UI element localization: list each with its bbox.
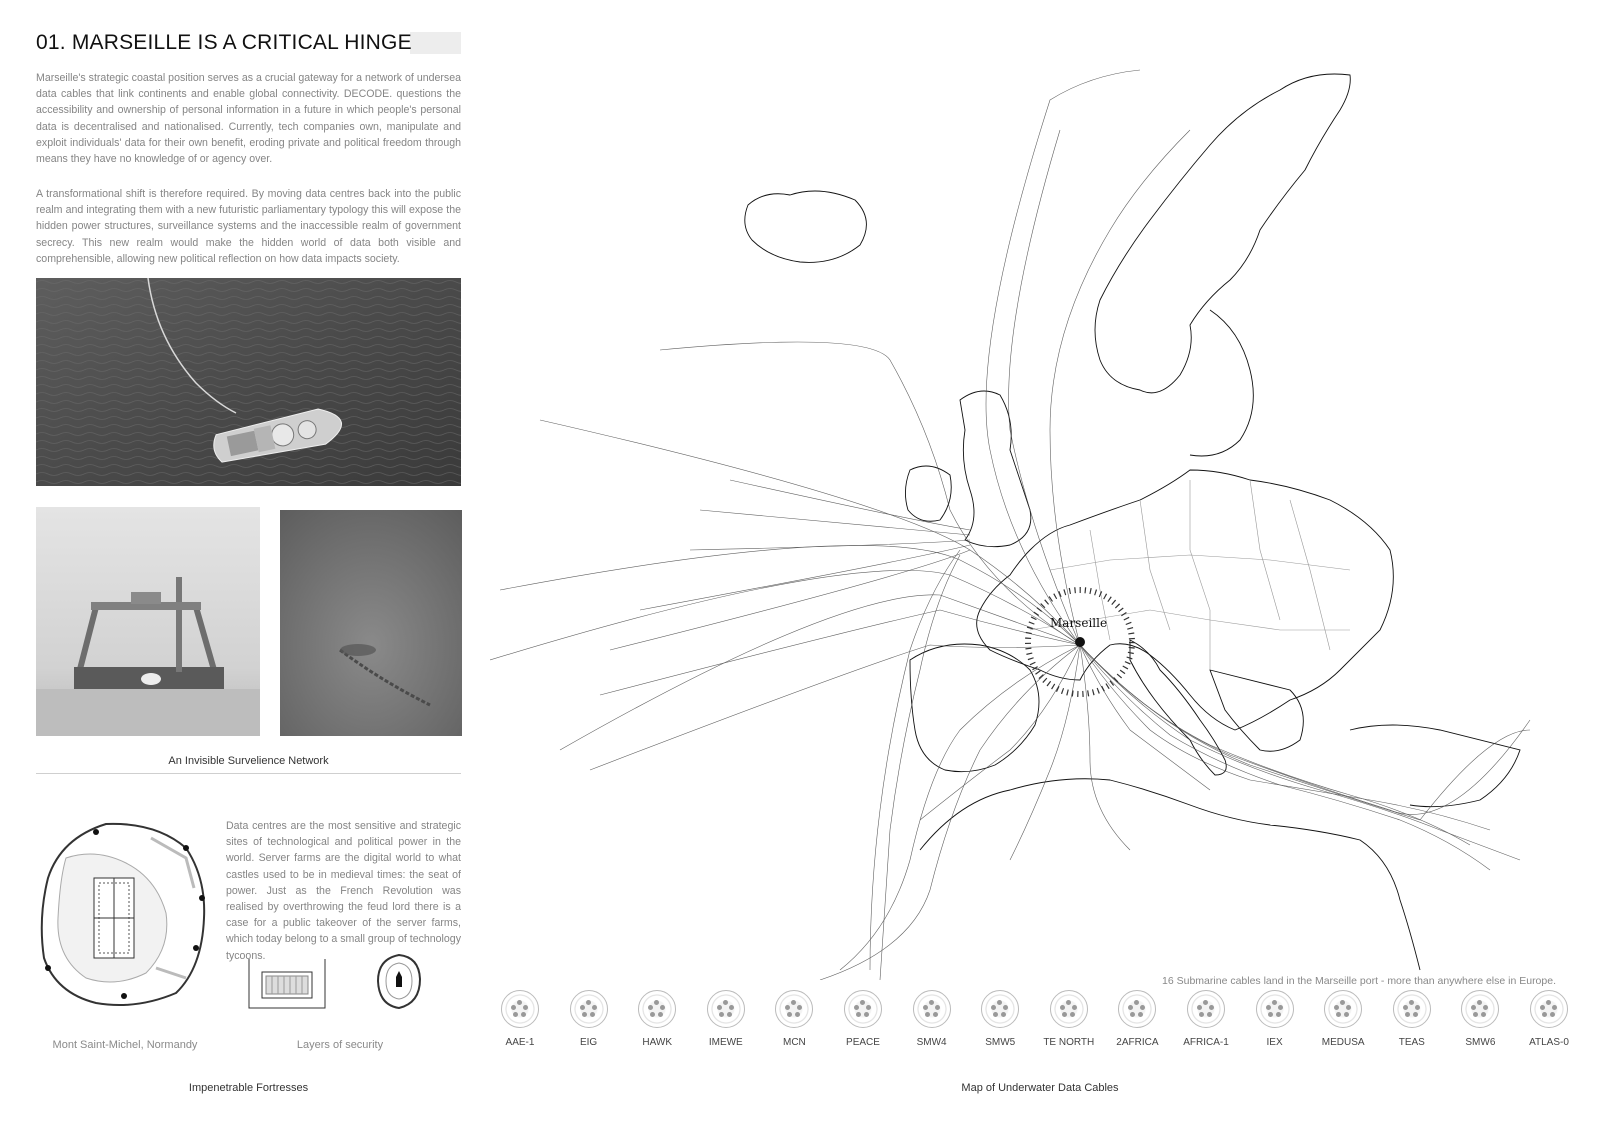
mont-saint-michel-plan	[36, 818, 211, 1008]
cable-cross-section-icon	[1187, 990, 1225, 1028]
cable-legend-item	[833, 990, 893, 1048]
italy-coast	[1130, 640, 1226, 775]
cables-note: 16 Submarine cables land in the Marseille port - more than anywhere else in Europe.	[1162, 975, 1556, 987]
cable-legend-item	[1039, 990, 1099, 1048]
marseille-marker	[1028, 590, 1132, 694]
intro-paragraph-2: A transformational shift is therefore required. By moving data centres back into the public realm and integrating them with a new futuristic parliamentary typology this will expose the hidden power structures, surveillance systems and the inaccessible realm of government secrecy. This new realm would make the hidden world of data both visible and comprehensible, allowing new political reflection on how data impacts society.	[36, 188, 461, 265]
cable-cross-section-icon	[501, 990, 539, 1028]
cable-cross-section-icon	[844, 990, 882, 1028]
cable-ship-aerial-photo	[36, 278, 461, 486]
cable-cross-section-icon	[638, 990, 676, 1028]
underwater-cable-photo	[280, 510, 462, 736]
cable-legend-item	[559, 990, 619, 1048]
cable-name: TEAS	[1398, 1037, 1425, 1048]
cable-legend-item	[1245, 990, 1305, 1048]
cable-name: AFRICA-1	[1183, 1037, 1229, 1048]
cable-legend-item	[902, 990, 962, 1048]
cable-name: ATLAS-0	[1529, 1037, 1569, 1048]
cable-cross-section-icon	[570, 990, 608, 1028]
plan-caption: Mont Saint-Michel, Normandy	[52, 1039, 198, 1051]
fortresses-caption: Impenetrable Fortresses	[188, 1082, 309, 1094]
cable-legend-item	[1519, 990, 1579, 1048]
cable-platform-photo	[36, 507, 260, 736]
cable-name: SMW5	[985, 1037, 1016, 1048]
cable-name: HAWK	[642, 1037, 672, 1048]
cable-name: AAE-1	[505, 1037, 535, 1048]
cable-legend-item	[1450, 990, 1510, 1048]
cable-cross-section-icon	[1256, 990, 1294, 1028]
ireland-coast	[905, 466, 951, 521]
cable-legend-item	[627, 990, 687, 1048]
cable-name: PEACE	[846, 1037, 880, 1048]
cable-legend-item	[1176, 990, 1236, 1048]
page-title: 01. MARSEILLE IS A CRITICAL HINGE	[36, 32, 461, 54]
iceland-coast	[745, 191, 867, 262]
cable-cross-section-icon	[981, 990, 1019, 1028]
cable-legend-item	[764, 990, 824, 1048]
cable-name: MEDUSA	[1321, 1037, 1365, 1048]
cable-cross-section-icon	[1050, 990, 1088, 1028]
cable-legend-item	[1107, 990, 1167, 1048]
cable-cross-section-icon	[1461, 990, 1499, 1028]
fortress-paragraph: Data centres are the most sensitive and strategic sites of technological and political power in the world. Server farms are the digital world to what castles used to be in medieval times: the seat of power. Just as the French Revolution was realised by overthrowing the feud lord there is a case for a public takeover of the server farms, which today belong to a small group of technology tycoons.	[226, 820, 461, 962]
photos-caption: An Invisible Survelience Network	[168, 755, 329, 767]
cable-name: 2AFRICA	[1116, 1037, 1159, 1048]
cable-cross-section-icon	[1393, 990, 1431, 1028]
cable-legend-item	[696, 990, 756, 1048]
cable-cross-section-icon	[913, 990, 951, 1028]
cable-name: SMW6	[1465, 1037, 1496, 1048]
server-rack-icon	[248, 958, 326, 1010]
cable-cross-section-icon	[775, 990, 813, 1028]
cable-legend-item	[490, 990, 550, 1048]
cable-name: IEX	[1266, 1037, 1283, 1048]
map-caption: Map of Underwater Data Cables	[961, 1082, 1119, 1094]
cable-legend-item	[970, 990, 1030, 1048]
cable-name: EIG	[579, 1037, 598, 1048]
cable-cross-section-icon	[1118, 990, 1156, 1028]
continental-europe-coast	[977, 470, 1394, 730]
cable-name: SMW4	[916, 1037, 947, 1048]
cable-legend-item	[1382, 990, 1442, 1048]
scandinavia-coast	[1095, 74, 1350, 393]
marseille-label: Marseille	[1050, 616, 1108, 630]
great-britain-coast	[960, 391, 1031, 547]
cable-name: MCN	[783, 1037, 806, 1048]
intro-paragraph-1: Marseille's strategic coastal position serves as a crucial gateway for a network of undersea data cables that link continents and enable global connectivity. DECODE. questions the accessibility and ownership of personal information in a future in which people's personal data is decentralised and nationalised. Currently, tech companies own, manipulate and exploit individuals' data for their own benefit, eroding private and political freedom through means they have no knowledge of or agency over.	[36, 72, 461, 166]
cable-name: TE NORTH	[1043, 1037, 1095, 1048]
section-divider	[36, 773, 461, 774]
cable-cross-section-icon	[1530, 990, 1568, 1028]
layers-caption: Layers of security	[296, 1039, 384, 1051]
cable-cross-section-icon	[1324, 990, 1362, 1028]
cable-name: IMEWE	[708, 1037, 743, 1048]
north-africa-coast	[920, 779, 1420, 970]
cable-legend-item	[1313, 990, 1373, 1048]
europe-cable-map	[490, 30, 1600, 980]
keep-plan-icon	[374, 953, 424, 1011]
cable-cross-section-icon	[707, 990, 745, 1028]
